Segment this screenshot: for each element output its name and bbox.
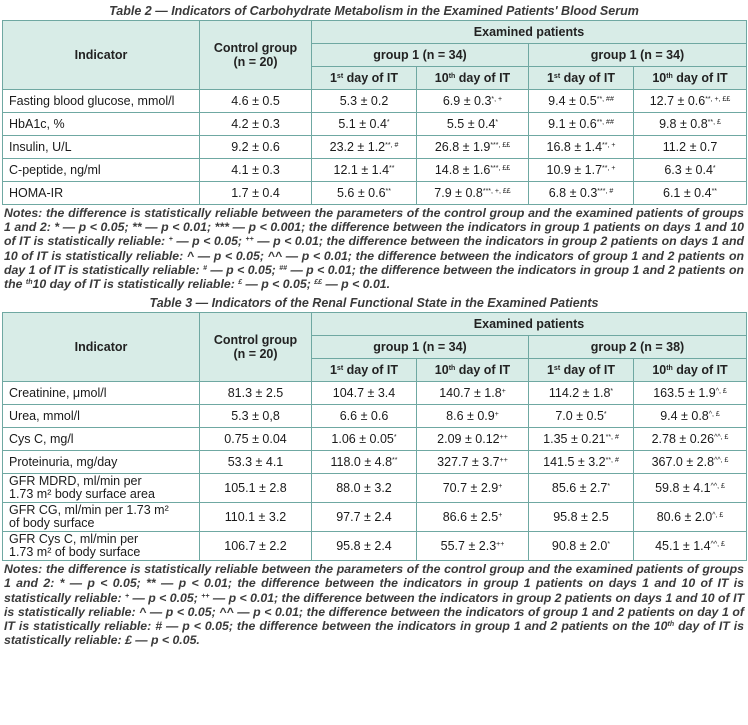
- indicator-label: Cys C, mg/l: [9, 432, 74, 447]
- value-text: 90.8 ± 2.0: [551, 539, 608, 554]
- significance-marks: +: [498, 512, 503, 520]
- significance-marks: *: [610, 388, 614, 396]
- value-text: 4.1 ± 0.3: [231, 163, 280, 177]
- note-text: — p < 0.05;: [129, 590, 202, 605]
- value-cell-g1d1: [312, 382, 417, 405]
- significance-marks: ^^, £: [710, 541, 725, 549]
- day10-header: 10th day of IT: [417, 359, 529, 382]
- table3-caption: Table 3 — Indicators of the Renal Functional State in the Examined Patients: [149, 296, 599, 311]
- note-mark: £: [238, 279, 243, 287]
- table3-group-b-header: group 2 (n = 38): [529, 336, 747, 359]
- note-text: — p < 0.01; the difference between the indicators in group 2 patients on days 1 and 10 of IT is statistically reliable: ^ — p < 0.05; ^^ — p < 0.01; the difference between the indicators of group 1 and 2 patients on day 1 of IT is statistically reliable: # — p < 0.05; the difference between the indicators in group 1 and 2 patients on the 10: [4, 590, 744, 634]
- value-cell-g2d1: [529, 136, 634, 159]
- value-text: 5.6 ± 0.6: [336, 186, 386, 200]
- value-text: 110.1 ± 3.2: [224, 510, 287, 525]
- significance-marks: ^, £: [708, 411, 720, 419]
- value-cell-g2d10: [634, 113, 747, 136]
- value-cell-g2d10: [634, 182, 747, 205]
- indicator-label: Fasting blood glucose, mmol/l: [9, 94, 175, 108]
- value-cell-g2d1: [529, 405, 634, 428]
- control-value: [200, 532, 312, 561]
- indicator-label: HOMA-IR: [9, 186, 64, 200]
- significance-marks: **: [392, 457, 398, 465]
- significance-marks: +: [501, 388, 506, 396]
- value-cell-g1d1: [312, 90, 417, 113]
- value-cell-g1d1: [312, 503, 417, 532]
- value-text: 2.09 ± 0.12: [437, 432, 500, 447]
- value-cell-g2d10: [634, 532, 747, 561]
- indicator-label-line2: 1.73 m² body surface area: [9, 487, 155, 502]
- value-text: 53.3 ± 4.1: [227, 455, 284, 470]
- indicator-cell: [3, 182, 200, 205]
- significance-marks: ^, £: [715, 388, 727, 396]
- value-text: 4.6 ± 0.5: [231, 94, 280, 108]
- note-text: — p < 0.05;: [206, 262, 280, 277]
- significance-marks: ^^, £: [714, 457, 729, 465]
- table-row: [3, 182, 747, 205]
- value-text: 5.3 ± 0.2: [339, 94, 389, 108]
- value-text: 11.2 ± 0.7: [662, 140, 718, 154]
- value-cell-g1d1: [312, 474, 417, 503]
- value-text: 163.5 ± 1.9: [653, 386, 716, 401]
- note-text: — p < 0.01; the difference between the indicators in group 1 and 2 patients on the: [4, 262, 744, 292]
- control-value: [200, 182, 312, 205]
- indicator-cell: [3, 451, 200, 474]
- control-value: [200, 136, 312, 159]
- table3-examined-header: Examined patients: [312, 313, 747, 336]
- significance-marks: **, #: [605, 434, 619, 442]
- control-value: [200, 405, 312, 428]
- indicator-cell: [3, 136, 200, 159]
- significance-marks: *: [603, 411, 607, 419]
- significance-marks: *: [386, 119, 390, 126]
- value-text: 9.2 ± 0.6: [231, 140, 280, 154]
- table-row: [3, 451, 747, 474]
- table-row: [3, 428, 747, 451]
- indicator-label: Proteinuria, mg/day: [9, 455, 118, 470]
- note-text: — p < 0.05;: [242, 277, 315, 292]
- value-text: 16.8 ± 1.4: [546, 140, 603, 154]
- value-cell-g1d10: [417, 503, 529, 532]
- value-cell-g2d1: [529, 90, 634, 113]
- indicator-label-line2: of body surface: [9, 516, 95, 531]
- day1-header: 1st day of IT: [312, 359, 417, 382]
- table2-indicator-header: Indicator: [3, 21, 200, 90]
- table3-body: [3, 382, 747, 561]
- value-text: 0.75 ± 0.04: [224, 432, 287, 447]
- indicator-label: GFR CG, ml/min per 1.73 m²: [9, 503, 169, 518]
- significance-marks: +: [494, 411, 499, 419]
- indicator-label: GFR Cys C, ml/min per: [9, 532, 139, 547]
- indicator-cell: [3, 405, 200, 428]
- note-mark: +: [168, 236, 173, 244]
- value-text: 97.7 ± 2.4: [336, 510, 392, 525]
- control-n: (n = 20): [233, 55, 278, 69]
- control-value: [200, 382, 312, 405]
- value-text: 45.1 ± 1.4: [655, 539, 711, 554]
- value-cell-g2d1: [529, 382, 634, 405]
- value-text: 6.6 ± 0.6: [339, 409, 389, 424]
- value-text: 55.7 ± 2.3: [440, 539, 497, 554]
- table-row: [3, 405, 747, 428]
- value-cell-g2d10: [634, 90, 747, 113]
- note-text: — p < 0.01; the difference between the indicators in group 2 patients on days 1 and 10 of IT is statistically reliable: ^ — p < 0.05; ^^ — p < 0.01; the difference between the indicators of group 1 and 2 patients on day 1 of IT is statistically reliable:: [4, 234, 744, 277]
- significance-marks: *: [607, 483, 611, 491]
- indicator-cell: [3, 532, 200, 561]
- value-text: 1.7 ± 0.4: [231, 186, 280, 200]
- table2-group-b-header: group 1 (n = 34): [529, 44, 747, 67]
- table3-indicator-header: Indicator: [3, 313, 200, 382]
- value-cell-g1d1: [312, 159, 417, 182]
- value-text: 81.3 ± 2.5: [227, 386, 284, 401]
- value-text: 95.8 ± 2.5: [553, 510, 609, 525]
- note-text: Notes: the difference is statistically reliable between the parameters of the control group and the examined patients of groups 1 and 2: * — p < 0.05; ** — p < 0.01; *** — p < 0.001; the difference between the indicators in group 1 patients on days 1 and 10 of IT is statistically reliable:: [4, 206, 744, 249]
- value-cell-g2d1: [529, 474, 634, 503]
- value-text: 10.9 ± 1.7: [546, 163, 603, 177]
- value-text: 140.7 ± 1.8: [439, 386, 502, 401]
- significance-marks: ***, +, ££: [482, 188, 511, 195]
- value-text: 327.7 ± 3.7: [437, 455, 500, 470]
- day1-header: 1st day of IT: [529, 67, 634, 90]
- day10-header: 10th day of IT: [634, 359, 747, 382]
- significance-marks: +: [498, 483, 503, 491]
- significance-marks: *, +: [491, 96, 503, 103]
- table-row: [3, 113, 747, 136]
- table-row: [3, 532, 747, 561]
- table2-group-a-header: group 1 (n = 34): [312, 44, 529, 67]
- value-text: 1.35 ± 0.21: [543, 432, 606, 447]
- indicator-cell: [3, 159, 200, 182]
- value-text: 141.5 ± 3.2: [543, 455, 606, 470]
- value-text: 88.0 ± 3.2: [336, 481, 392, 496]
- value-cell-g1d1: [312, 136, 417, 159]
- note-mark: th: [25, 279, 33, 287]
- indicator-cell: [3, 113, 200, 136]
- note-mark: #: [203, 264, 207, 272]
- value-text: 80.6 ± 2.0: [656, 510, 713, 525]
- value-cell-g2d10: [634, 474, 747, 503]
- indicator-cell: [3, 90, 200, 113]
- value-cell-g2d10: [634, 136, 747, 159]
- value-text: 85.6 ± 2.7: [551, 481, 608, 496]
- note-text: — p < 0.05;: [172, 234, 246, 249]
- value-text: 7.0 ± 0.5: [555, 409, 604, 424]
- significance-marks: **: [385, 188, 391, 195]
- significance-marks: **, +, ££: [705, 96, 731, 103]
- value-text: 5.3 ± 0,8: [231, 409, 280, 424]
- value-text: 7.9 ± 0.8: [434, 186, 483, 200]
- significance-marks: **, #: [605, 457, 619, 465]
- value-text: 4.2 ± 0.3: [231, 117, 280, 131]
- note-mark: ++: [245, 236, 254, 244]
- control-value: [200, 113, 312, 136]
- value-text: 8.6 ± 0.9: [446, 409, 495, 424]
- significance-marks: ++: [499, 434, 508, 442]
- value-cell-g2d1: [529, 428, 634, 451]
- table2-body: [3, 90, 747, 205]
- significance-marks: **: [711, 188, 718, 195]
- significance-marks: *: [607, 541, 611, 549]
- value-cell-g2d10: [634, 451, 747, 474]
- significance-marks: ^^, £: [710, 483, 725, 491]
- table-row: [3, 136, 747, 159]
- value-text: 23.2 ± 1.2: [329, 140, 386, 154]
- value-cell-g1d10: [417, 113, 529, 136]
- value-text: 12.7 ± 0.6: [649, 94, 706, 108]
- significance-marks: **, +: [602, 165, 616, 172]
- value-text: 6.9 ± 0.3: [442, 94, 492, 108]
- significance-marks: ^, £: [712, 512, 724, 520]
- value-text: 12.1 ± 1.4: [333, 163, 390, 177]
- value-cell-g1d1: [312, 182, 417, 205]
- value-cell-g1d10: [417, 182, 529, 205]
- value-text: 114.2 ± 1.8: [548, 386, 611, 401]
- value-text: 6.1 ± 0.4: [663, 186, 712, 200]
- note-mark: ++: [201, 592, 210, 600]
- value-text: 6.8 ± 0.3: [548, 186, 598, 200]
- table3-control-header: [200, 313, 312, 382]
- table-row: [3, 474, 747, 503]
- table3-notes: [0, 561, 748, 647]
- value-text: 2.78 ± 0.26: [651, 432, 715, 447]
- control-value: [200, 428, 312, 451]
- value-text: 9.4 ± 0.8: [660, 409, 709, 424]
- value-text: 70.7 ± 2.9: [442, 481, 499, 496]
- indicator-label: C-peptide, ng/ml: [9, 163, 101, 177]
- value-cell-g1d10: [417, 451, 529, 474]
- control-label: Control group: [213, 333, 298, 348]
- control-value: [200, 503, 312, 532]
- value-text: 59.8 ± 4.1: [655, 481, 711, 496]
- significance-marks: ++: [496, 541, 505, 549]
- note-text: — p < 0.01.: [322, 277, 391, 292]
- value-text: 86.6 ± 2.5: [442, 510, 499, 525]
- significance-marks: ^^, £: [714, 434, 729, 442]
- value-cell-g1d1: [312, 113, 417, 136]
- value-cell-g2d10: [634, 503, 747, 532]
- value-text: 106.7 ± 2.2: [224, 539, 287, 554]
- value-cell-g2d1: [529, 451, 634, 474]
- value-text: 5.5 ± 0.4: [446, 117, 496, 131]
- significance-marks: ***, ££: [490, 165, 511, 172]
- indicator-label: Insulin, U/L: [9, 140, 72, 154]
- value-cell-g1d10: [417, 159, 529, 182]
- note-text: 10: [32, 277, 47, 292]
- value-cell-g1d10: [417, 382, 529, 405]
- control-value: [200, 474, 312, 503]
- significance-marks: *: [495, 119, 499, 126]
- control-value: [200, 451, 312, 474]
- value-text: 118.0 ± 4.8: [330, 455, 393, 470]
- value-text: 105.1 ± 2.8: [224, 481, 287, 496]
- table-row: [3, 90, 747, 113]
- indicator-cell: [3, 474, 200, 503]
- value-cell-g2d1: [529, 532, 634, 561]
- significance-marks: ***, ££: [490, 142, 511, 149]
- control-value: [200, 159, 312, 182]
- table-row: [3, 503, 747, 532]
- control-value: [200, 90, 312, 113]
- value-cell-g2d1: [529, 503, 634, 532]
- significance-marks: **: [389, 165, 395, 172]
- value-cell-g1d10: [417, 90, 529, 113]
- value-cell-g1d1: [312, 451, 417, 474]
- value-text: 1.06 ± 0.05: [331, 432, 394, 447]
- significance-marks: *: [712, 165, 716, 172]
- value-cell-g1d1: [312, 405, 417, 428]
- note-mark: ##: [279, 264, 287, 272]
- indicator-cell: [3, 503, 200, 532]
- value-cell-g2d10: [634, 159, 747, 182]
- note-mark: ££: [314, 279, 323, 287]
- value-cell-g2d10: [634, 428, 747, 451]
- value-text: 26.8 ± 1.9: [434, 140, 491, 154]
- significance-marks: *: [393, 434, 397, 442]
- significance-marks: **, #: [385, 142, 399, 149]
- day10-header: 10th day of IT: [634, 67, 747, 90]
- table2-examined-header: Examined patients: [312, 21, 747, 44]
- indicator-label: GFR MDRD, ml/min per: [9, 474, 142, 489]
- control-label: Control group: [213, 41, 298, 55]
- significance-marks: **, ##: [596, 119, 614, 126]
- value-text: 367.0 ± 2.8: [651, 455, 715, 470]
- indicator-label: HbA1c, %: [9, 117, 65, 131]
- table2-control-header: [200, 21, 312, 90]
- table-row: [3, 159, 747, 182]
- note-mark: th: [667, 621, 675, 629]
- note-text: day of IT is statistically reliable:: [46, 277, 239, 292]
- day10-header: 10th day of IT: [417, 67, 529, 90]
- value-text: 9.1 ± 0.6: [548, 117, 597, 131]
- indicator-cell: [3, 428, 200, 451]
- significance-marks: **, ##: [596, 96, 614, 103]
- significance-marks: ++: [499, 457, 508, 465]
- value-cell-g1d1: [312, 428, 417, 451]
- value-cell-g1d1: [312, 532, 417, 561]
- value-text: 9.4 ± 0.5: [548, 94, 597, 108]
- value-text: 95.8 ± 2.4: [336, 539, 392, 554]
- value-cell-g2d10: [634, 382, 747, 405]
- indicator-label-line2: 1.73 m² of body surface: [9, 545, 141, 560]
- value-cell-g2d1: [529, 182, 634, 205]
- value-cell-g2d1: [529, 159, 634, 182]
- value-cell-g1d10: [417, 532, 529, 561]
- table3: [2, 312, 747, 561]
- value-text: 14.8 ± 1.6: [434, 163, 491, 177]
- value-text: 6.3 ± 0.4: [664, 163, 713, 177]
- value-text: 9.8 ± 0.8: [659, 117, 708, 131]
- value-cell-g1d10: [417, 136, 529, 159]
- significance-marks: **, +: [602, 142, 616, 149]
- indicator-label: Urea, mmol/l: [9, 409, 80, 424]
- value-cell-g1d10: [417, 428, 529, 451]
- control-n: (n = 20): [233, 347, 278, 362]
- table2: [2, 20, 747, 205]
- note-mark: +: [125, 592, 130, 600]
- value-cell-g2d1: [529, 113, 634, 136]
- value-cell-g2d10: [634, 405, 747, 428]
- significance-marks: **, £: [707, 119, 721, 126]
- note-text: Notes: the difference is statistically reliable between the parameters of the control group and the examined patients of groups 1 and 2: * — p < 0.05; ** — p < 0.01; the difference between the indicators in group 1 patients on days 1 and 10 of IT is statistically reliable:: [4, 562, 744, 605]
- value-cell-g1d10: [417, 474, 529, 503]
- table3-group-a-header: group 1 (n = 34): [312, 336, 529, 359]
- day1-header: 1st day of IT: [312, 67, 417, 90]
- value-cell-g1d10: [417, 405, 529, 428]
- table2-notes: [0, 205, 748, 291]
- value-text: 104.7 ± 3.4: [332, 386, 396, 401]
- significance-marks: ***, #: [597, 188, 614, 195]
- day1-header: 1st day of IT: [529, 359, 634, 382]
- indicator-cell: [3, 382, 200, 405]
- note-text: day of IT is statistically reliable: £ — p < 0.05.: [4, 619, 744, 648]
- indicator-label: Creatinine, μmol/l: [9, 386, 107, 401]
- table2-caption: Table 2 — Indicators of Carbohydrate Metabolism in the Examined Patients' Blood Serum: [109, 4, 639, 18]
- value-text: 5.1 ± 0.4: [338, 117, 387, 131]
- table-row: [3, 382, 747, 405]
